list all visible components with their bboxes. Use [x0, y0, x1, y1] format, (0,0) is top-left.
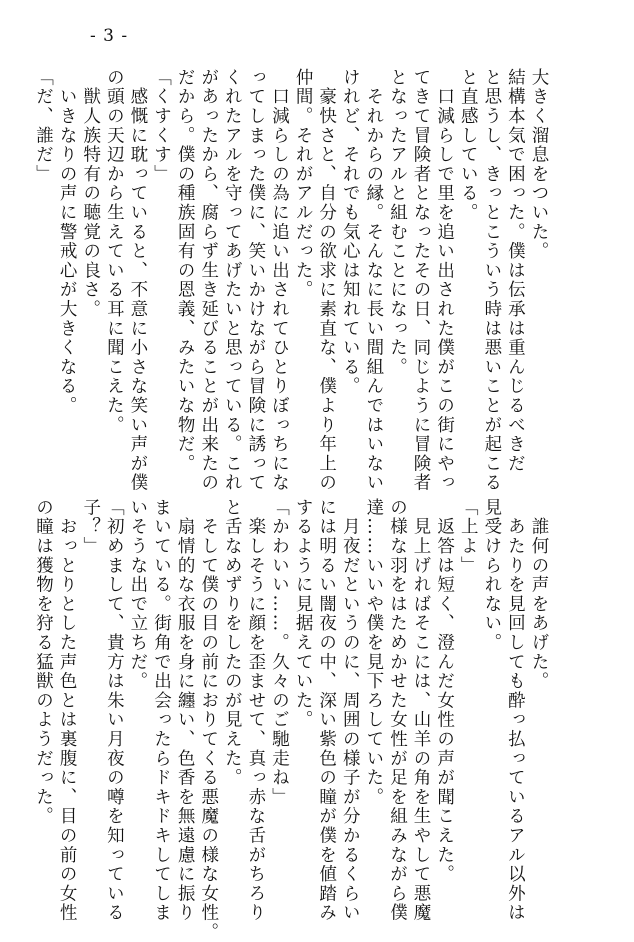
page-number: - 3 - [90, 26, 129, 46]
text-line: 口減らしで里を追い出された僕がこの街にやっ [434, 68, 455, 493]
text-line: 仲間。それがアルだった。 [293, 68, 314, 300]
text-line: いそうな出で立ちだ。 [127, 498, 148, 691]
text-line: と舌なめずりをしたのが見えた。 [222, 498, 243, 788]
text-line: それからの縁。そんなに長い間組んではいない [363, 68, 384, 493]
upper-text-block [31, 68, 550, 493]
text-line: の瞳は獲物を狩る猛獣のようだった。 [33, 498, 54, 827]
text-line: 「だ、誰だ」 [33, 68, 54, 184]
text-line: おっとりとした声色とは裏腹に、目の前の女性 [57, 498, 78, 923]
text-line: があったから、腐らず生き延びることが出来たの [198, 68, 219, 493]
text-line: 口減らしの為に追い出されてひとりぼっちにな [269, 68, 290, 493]
text-line: ってしまった僕に、笑いかけながら冒険に誘って [245, 68, 266, 493]
text-line: には明るい闇夜の中、深い紫色の瞳が僕を値踏み [316, 498, 337, 923]
text-line: 大きく溜息をついた。 [529, 68, 549, 261]
text-line: 見上げればそこには、山羊の角を生やして悪魔 [411, 498, 432, 923]
text-line: 月夜だというのに、周囲の様子が分かるくらい [340, 498, 361, 923]
text-line: 扇情的な衣服を身に纏い、色香を無遠慮に振り [175, 498, 196, 923]
text-line: 子？」 [80, 498, 101, 556]
text-line: するように見据えていた。 [293, 498, 314, 730]
text-line: の頭の天辺から生えている耳に聞こえた。 [104, 68, 125, 435]
text-line: 楽しそうに顔を歪ませて、真っ赤な舌がちろり [245, 498, 266, 923]
text-line: 達……いいや僕を見下ろしていた。 [363, 498, 384, 807]
text-line: そして僕の目の前におりてくる悪魔の様な女性。 [198, 498, 219, 942]
text-line: いきなりの声に警戒心が大きくなる。 [57, 68, 78, 416]
lower-text-block [31, 498, 550, 942]
text-line: あたりを見回しても酔っ払っているアル以外は [505, 498, 526, 923]
text-line: 感慨に耽っていると、不意に小さな笑い声が僕 [127, 68, 148, 493]
text-line: と思うし、きっとこういう時は悪いことが起こる [481, 68, 502, 493]
text-line: けれど、それでも気心は知れている。 [340, 68, 361, 397]
text-line: 豪快さと、自分の欲求に素直な、僕より年上の [316, 68, 337, 493]
text-line: てきて冒険者となったその日、同じように冒険者 [411, 68, 432, 493]
text-line: 「上よ」 [458, 498, 479, 576]
text-line: の様な羽をはためかせた女性が足を組みながら僕 [387, 498, 408, 923]
text-line: 獣人族特有の聴覚の良さ。 [80, 68, 101, 319]
text-line: まいている。街角で出会ったらドキドキしてしま [151, 498, 172, 923]
text-line: だから。僕の種族固有の恩義、みたいな物だ。 [175, 68, 196, 474]
text-line: 結構本気で困った。僕は伝承は重んじるべきだ [505, 68, 526, 474]
text-line: 返答は短く、澄んだ女性の声が聞こえた。 [434, 498, 455, 884]
text-line: 見受けられない。 [481, 498, 502, 653]
text-line: となったアルと組むことになった。 [387, 68, 408, 377]
text-line: くれたアルを守ってあげたいと思っている。これ [222, 68, 243, 493]
text-line: 誰何の声をあげた。 [529, 498, 549, 691]
text-line: 「初めまして、貴方は朱い月夜の噂を知っている [104, 498, 125, 923]
text-line: 「くすくす」 [151, 68, 172, 184]
text-line: 「かわいい……。久々のご馳走ね」 [269, 498, 290, 807]
text-line: と直感している。 [458, 68, 479, 223]
